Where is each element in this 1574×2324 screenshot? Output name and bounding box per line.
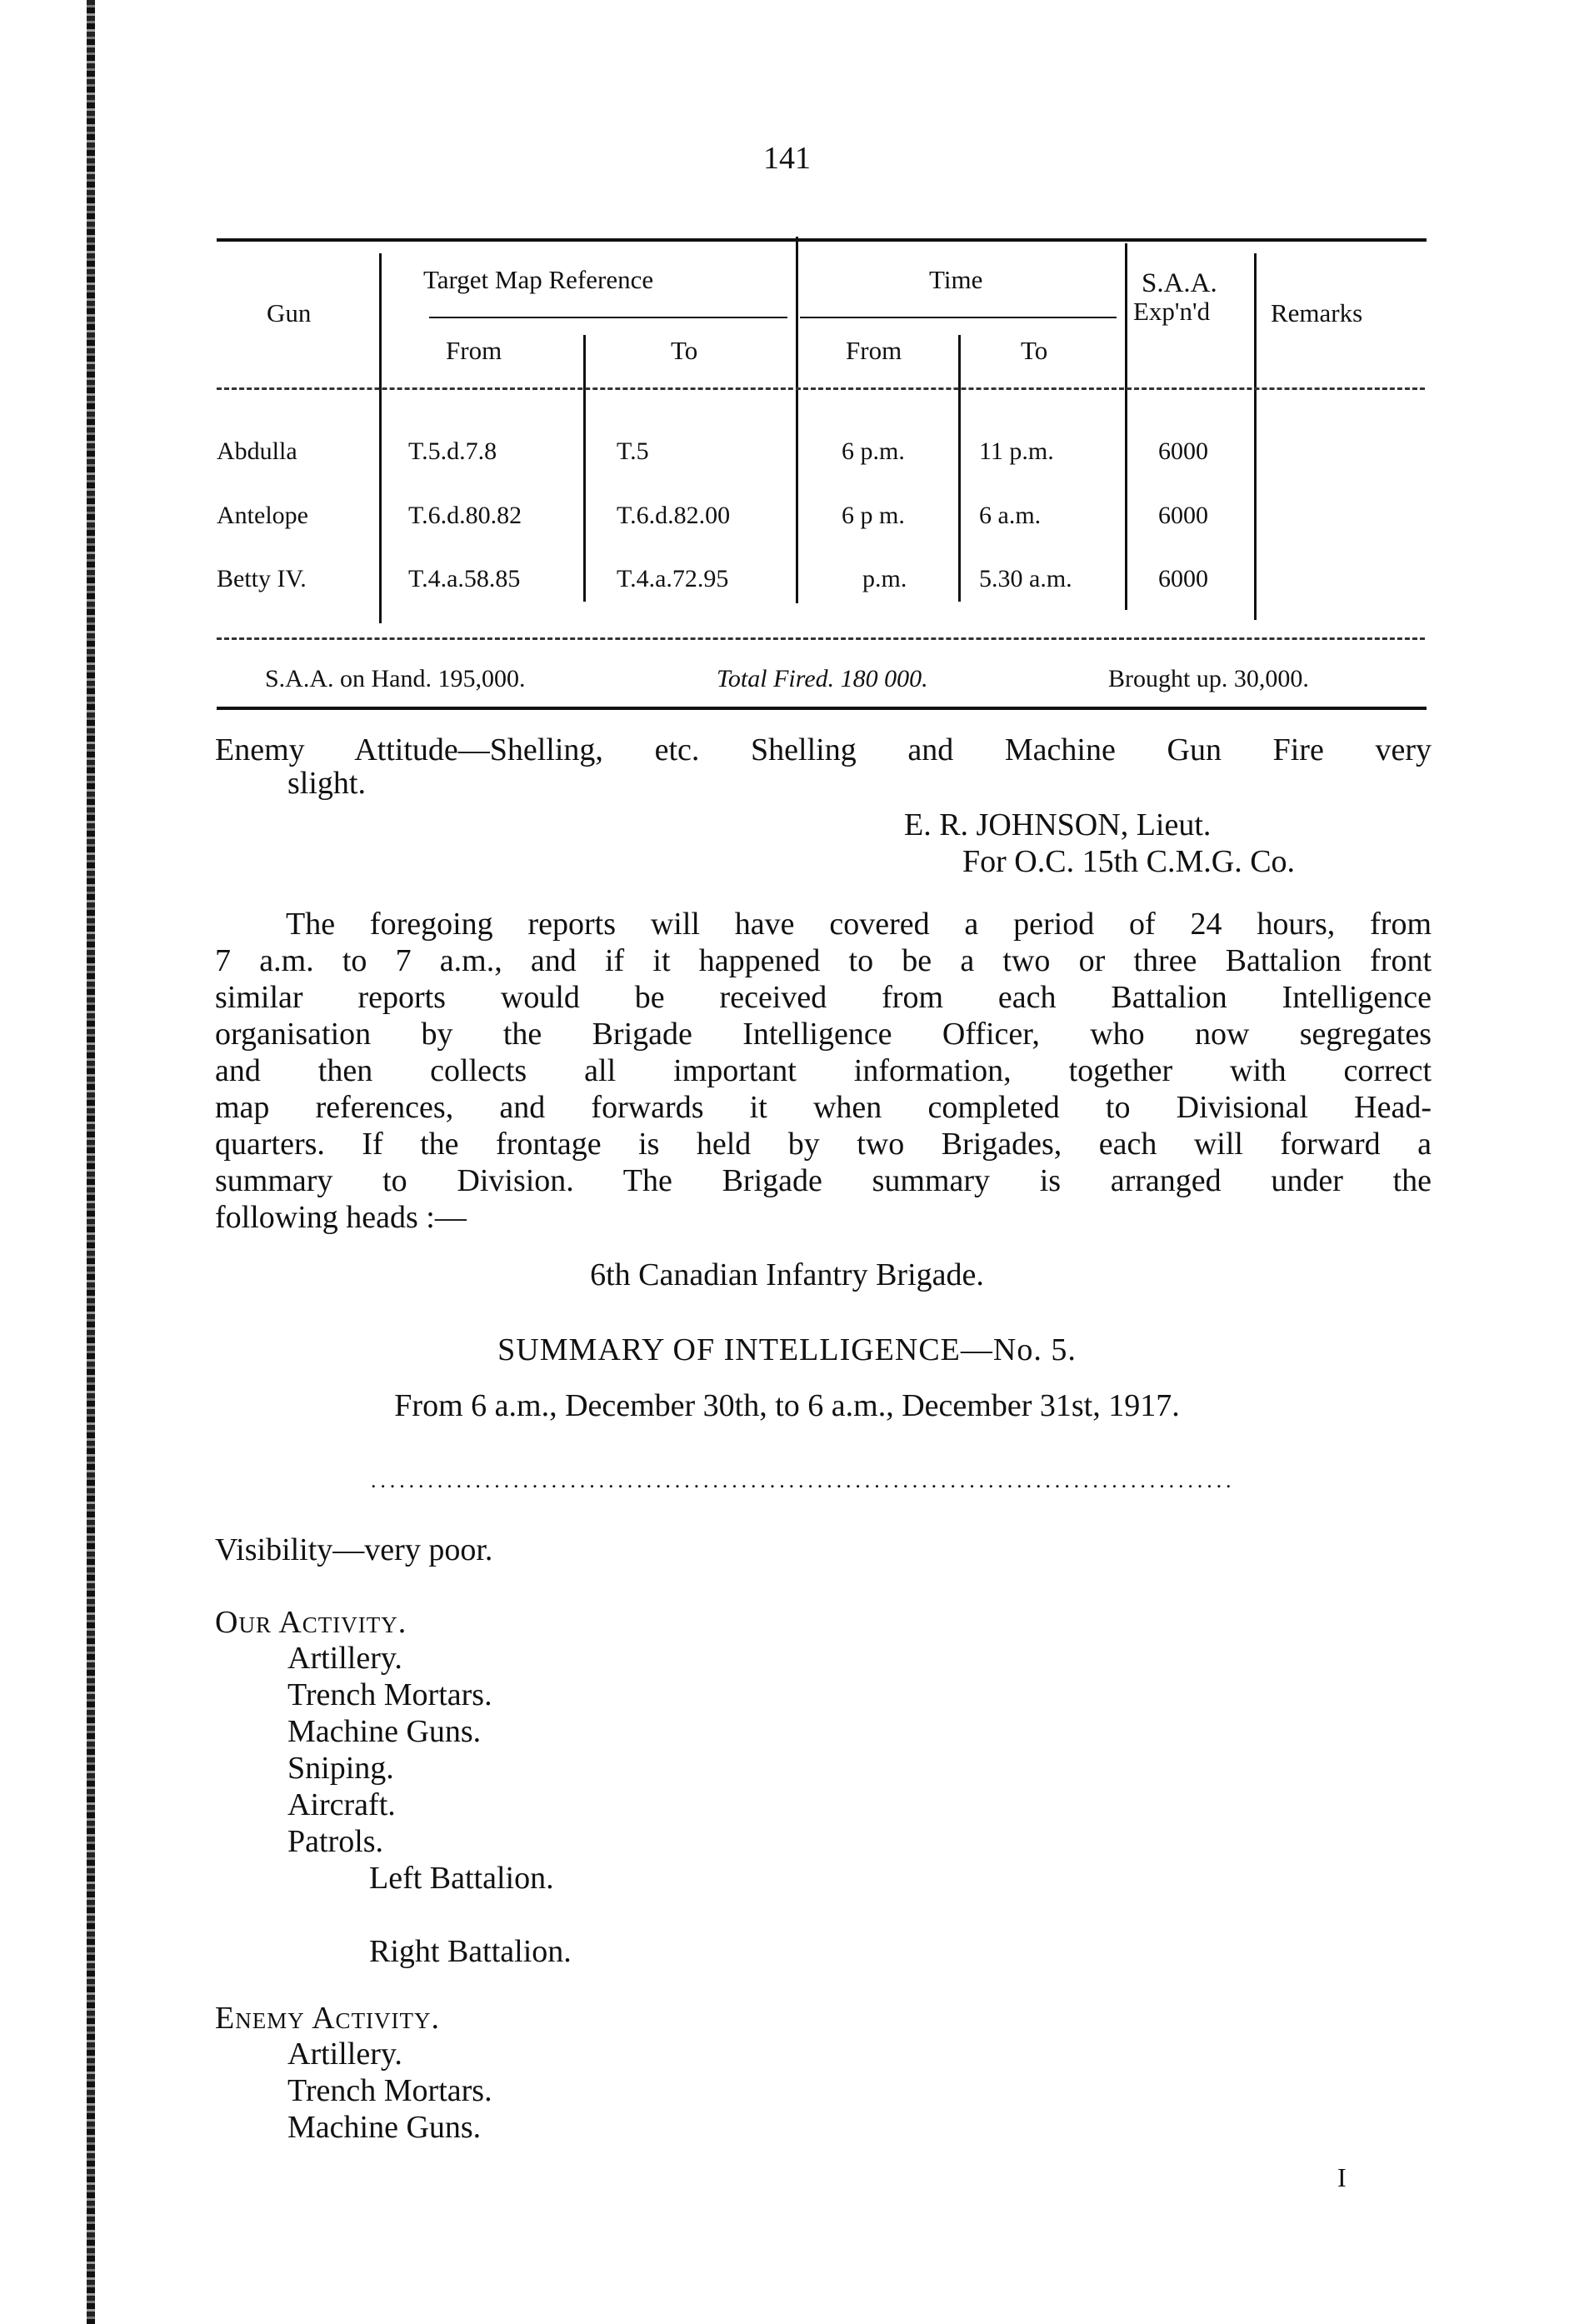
left-battalion: Left Battalion. (369, 1861, 554, 1896)
paragraph-line: quarters. If the frontage is held by two Brigades, each will forward a (215, 1127, 1432, 1162)
brigade-heading: 6th Canadian Infantry Brigade. (590, 1257, 984, 1292)
table-time-underline (800, 317, 1117, 318)
visibility-line: Visibility—very poor. (215, 1532, 493, 1567)
our-activity-item: Patrols. (287, 1824, 384, 1859)
enemy-activity-item: Machine Guns. (287, 2110, 482, 2145)
cell-time-to: 5.30 a.m. (979, 565, 1072, 592)
cell-from-ref: T.4.a.58.85 (408, 565, 521, 592)
enemy-attitude-continuation: slight. (287, 766, 366, 801)
table-vrule-gun (379, 253, 382, 623)
cell-gun: Betty IV. (217, 565, 307, 592)
cell-gun: Abdulla (217, 437, 297, 465)
cell-time-to: 6 a.m. (979, 502, 1042, 529)
enemy-activity-heading: Enemy Activity. (215, 2001, 441, 2036)
signature-mark: I (1337, 2162, 1347, 2192)
right-battalion: Right Battalion. (369, 1934, 572, 1969)
header-time-from: From (846, 336, 902, 365)
page-number: 141 (763, 141, 811, 176)
paragraph-line: summary to Division. The Brigade summary is arranged under the (215, 1163, 1432, 1198)
cell-from-ref: T.5.d.7.8 (408, 437, 497, 465)
our-activity-item: Trench Mortars. (287, 1677, 492, 1712)
table-bottom-rule (217, 707, 1427, 710)
paragraph-line: 7 a.m. to 7 a.m., and if it happened to be a two or three Battalion front (215, 943, 1432, 978)
cell-to-ref: T.4.a.72.95 (617, 565, 729, 592)
header-time: Time (929, 265, 983, 294)
cell-saa: 6000 (1158, 437, 1208, 465)
table-vrule-saa (1254, 253, 1257, 620)
cell-time-from: 6 p.m. (842, 437, 905, 465)
saa-on-hand: S.A.A. on Hand. 195,000. (265, 665, 526, 692)
signature-name: E. R. JOHNSON, Lieut. (904, 807, 1212, 842)
our-activity-item: Machine Guns. (287, 1714, 482, 1749)
header-time-to: To (1021, 336, 1048, 365)
our-activity-item: Sniping. (287, 1751, 394, 1786)
header-saa: S.A.A. (1142, 268, 1217, 298)
table-vrule-mapref (583, 335, 586, 602)
dotted-separator: ........................................................................................... (371, 1468, 1236, 1492)
cell-from-ref: T.6.d.80.82 (408, 502, 522, 529)
table-top-rule (217, 238, 1427, 242)
paragraph-line: map references, and forwards it when completed to Divisional Head- (215, 1090, 1432, 1125)
paragraph-line: following heads :— (215, 1200, 467, 1235)
table-vrule-timeend (1125, 243, 1127, 610)
header-gun: Gun (267, 298, 312, 327)
table-vrule-time (958, 335, 961, 602)
signature-unit: For O.C. 15th C.M.G. Co. (962, 844, 1296, 879)
header-map-to: To (671, 336, 698, 365)
table-vrule-target (796, 237, 798, 603)
cell-to-ref: T.5 (617, 437, 649, 465)
our-activity-item: Artillery. (287, 1641, 402, 1676)
paragraph-line: organisation by the Brigade Intelligence Officer, who now segregates (215, 1017, 1432, 1052)
header-target-map-reference: Target Map Reference (423, 265, 654, 294)
cell-gun: Antelope (217, 502, 308, 529)
cell-to-ref: T.6.d.82.00 (617, 502, 731, 529)
cell-saa: 6000 (1158, 565, 1208, 592)
enemy-attitude-line: Enemy Attitude—Shelling, etc. Shelling and Machine Gun Fire very (215, 732, 1432, 767)
cell-time-to: 11 p.m. (979, 437, 1054, 465)
total-fired: Total Fired. 180 000. (717, 665, 928, 692)
paragraph-line: The foregoing reports will have covered a period of 24 hours, from (286, 907, 1432, 942)
header-map-from: From (446, 336, 502, 365)
enemy-activity-item: Trench Mortars. (287, 2073, 492, 2108)
table-body-rule (217, 637, 1425, 640)
page-binding-edge (87, 0, 95, 2324)
enemy-activity-item: Artillery. (287, 2037, 402, 2072)
table-header-rule (217, 387, 1425, 390)
table-target-underline (429, 317, 787, 318)
cell-saa: 6000 (1158, 502, 1208, 529)
cell-time-from: p.m. (862, 565, 907, 592)
header-remarks: Remarks (1271, 298, 1363, 327)
cell-time-from: 6 p m. (842, 502, 905, 529)
paragraph-line: similar reports would be received from each Battalion Intelligence (215, 980, 1432, 1015)
header-expended: Exp'n'd (1133, 297, 1211, 326)
summary-date-range: From 6 a.m., December 30th, to 6 a.m., December 31st, 1917. (394, 1388, 1180, 1423)
brought-up: Brought up. 30,000. (1108, 665, 1309, 692)
our-activity-heading: Our Activity. (215, 1605, 407, 1640)
summary-title: SUMMARY OF INTELLIGENCE—No. 5. (497, 1332, 1077, 1367)
our-activity-item: Aircraft. (287, 1787, 396, 1822)
paragraph-line: and then collects all important information, together with correct (215, 1053, 1432, 1088)
